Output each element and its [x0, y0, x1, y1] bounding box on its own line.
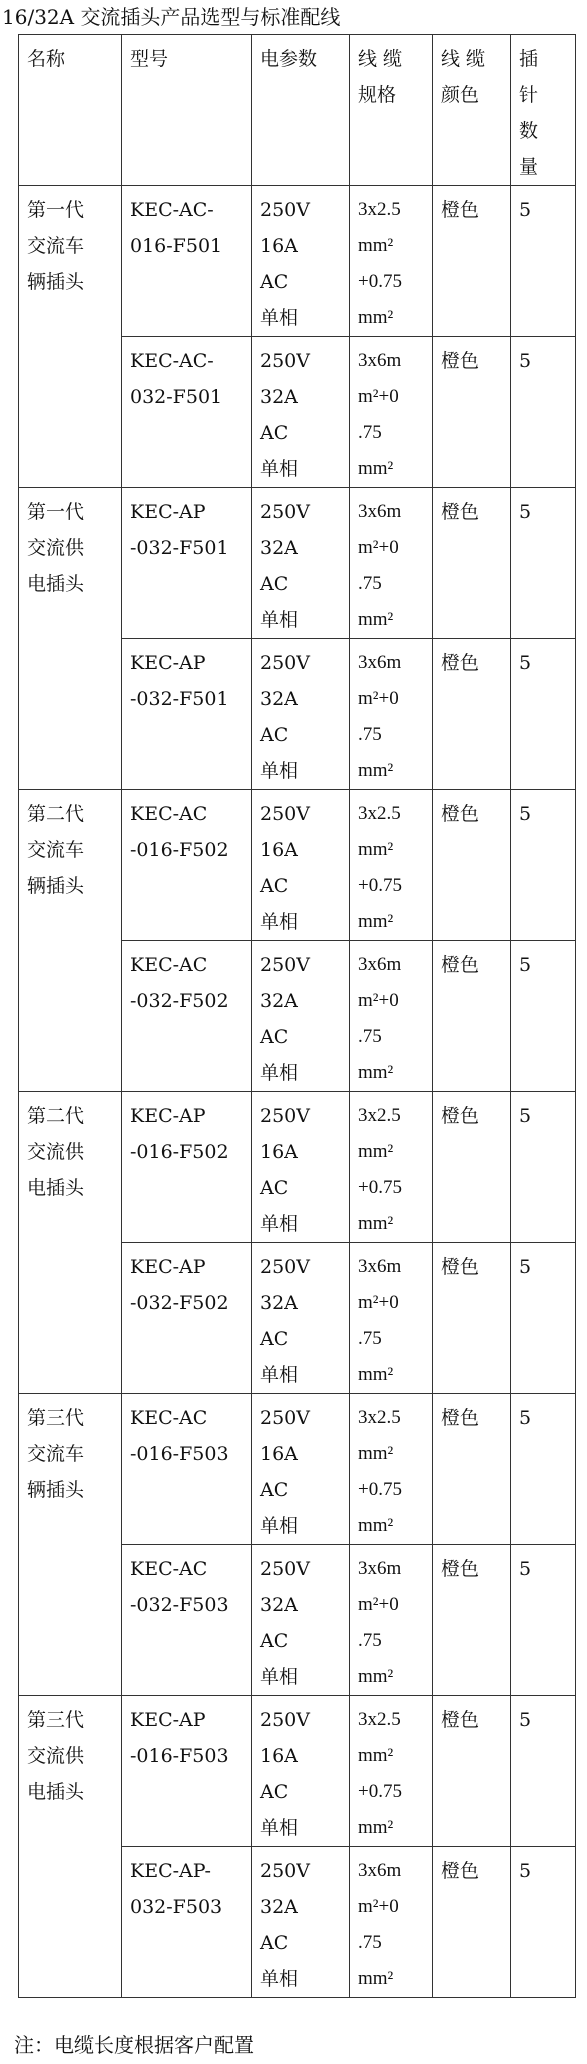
table-body [19, 35, 576, 1998]
cable-spec: 3x6m m²+0 .75 mm² [358, 1860, 402, 1989]
product-name: 第三代 交流供 电插头 [27, 1709, 85, 1803]
product-name: 第三代 交流车 辆插头 [27, 1407, 85, 1501]
cable-color-cell [433, 1696, 511, 1847]
pin-count-cell [511, 941, 576, 1092]
cable-spec: 3x2.5 mm² +0.75 mm² [358, 199, 402, 328]
cable-color: 橙色 [441, 1558, 480, 1580]
cable-spec: 3x6m m²+0 .75 mm² [358, 652, 402, 781]
cable-color: 橙色 [441, 652, 480, 674]
pin-count-cell [511, 1243, 576, 1394]
model-number: KEC-AP -032-F502 [130, 1256, 229, 1314]
cable-color-cell [433, 488, 511, 639]
electrical-params: 250V 32A AC 单相 [260, 1860, 310, 1990]
cable-spec-cell [350, 1847, 433, 1998]
cable-color-cell [433, 1394, 511, 1545]
cable-spec: 3x2.5 mm² +0.75 mm² [358, 803, 402, 932]
cable-spec: 3x6m m²+0 .75 mm² [358, 1558, 402, 1687]
cable-spec-cell [350, 1545, 433, 1696]
pin-count: 5 [519, 1105, 532, 1127]
pin-count-cell [511, 1696, 576, 1847]
table-row [19, 1696, 576, 1847]
pin-count-cell [511, 1847, 576, 1998]
model-cell [122, 1394, 252, 1545]
product-name-cell [19, 790, 122, 1092]
cable-color-cell [433, 941, 511, 1092]
header-cell-electrical: 电参数 [252, 35, 350, 186]
pin-count: 5 [519, 1709, 532, 1731]
pin-count-cell [511, 639, 576, 790]
pin-count-cell [511, 1545, 576, 1696]
model-cell [122, 337, 252, 488]
model-cell [122, 186, 252, 337]
product-name-cell [19, 1092, 122, 1394]
electrical-params: 250V 16A AC 单相 [260, 1105, 310, 1235]
cable-color: 橙色 [441, 501, 480, 523]
model-number: KEC-AP- 032-F503 [130, 1860, 223, 1918]
electrical-params: 250V 32A AC 单相 [260, 350, 310, 480]
product-name: 第一代 交流供 电插头 [27, 501, 85, 595]
header-cell-model: 型号 [122, 35, 252, 186]
pin-count-cell [511, 186, 576, 337]
pin-count: 5 [519, 199, 532, 221]
cable-color-cell [433, 639, 511, 790]
product-name-cell [19, 186, 122, 488]
cable-spec-cell [350, 488, 433, 639]
electrical-params: 250V 16A AC 单相 [260, 1709, 310, 1839]
cable-color: 橙色 [441, 199, 480, 221]
table-row [19, 488, 576, 639]
electrical-cell [252, 1092, 350, 1243]
pin-count: 5 [519, 1407, 532, 1429]
electrical-cell [252, 186, 350, 337]
product-spec-table [18, 34, 576, 1998]
model-number: KEC-AC -032-F503 [130, 1558, 229, 1616]
electrical-cell [252, 639, 350, 790]
cable-color: 橙色 [441, 1709, 480, 1731]
cable-spec-cell [350, 941, 433, 1092]
electrical-params: 250V 32A AC 单相 [260, 501, 310, 631]
electrical-cell [252, 1545, 350, 1696]
electrical-params: 250V 16A AC 单相 [260, 803, 310, 933]
cable-color: 橙色 [441, 1105, 480, 1127]
electrical-cell [252, 488, 350, 639]
cable-color-cell [433, 1092, 511, 1243]
electrical-cell [252, 1394, 350, 1545]
cable-color: 橙色 [441, 1407, 480, 1429]
cable-color-cell [433, 1243, 511, 1394]
electrical-cell [252, 941, 350, 1092]
cable-spec-cell [350, 1243, 433, 1394]
pin-count-cell [511, 1394, 576, 1545]
cable-spec-cell [350, 186, 433, 337]
model-cell [122, 1696, 252, 1847]
header-cell-cable-color: 线 缆 颜色 [433, 35, 511, 186]
cable-spec: 3x6m m²+0 .75 mm² [358, 1256, 402, 1385]
product-name: 第二代 交流供 电插头 [27, 1105, 85, 1199]
table-header-row [19, 35, 576, 186]
model-number: KEC-AP -032-F501 [130, 652, 229, 710]
cable-color-cell [433, 337, 511, 488]
model-cell [122, 941, 252, 1092]
cable-spec: 3x2.5 mm² +0.75 mm² [358, 1407, 402, 1536]
pin-count-cell [511, 1092, 576, 1243]
model-cell [122, 1545, 252, 1696]
cable-spec-cell [350, 1092, 433, 1243]
cable-spec: 3x2.5 mm² +0.75 mm² [358, 1709, 402, 1838]
cable-spec-cell [350, 1696, 433, 1847]
cable-color: 橙色 [441, 803, 480, 825]
pin-count-cell [511, 337, 576, 488]
model-cell [122, 1243, 252, 1394]
pin-count: 5 [519, 1860, 532, 1882]
model-number: KEC-AC- 016-F501 [130, 199, 223, 257]
cable-spec-cell [350, 1394, 433, 1545]
cable-spec: 3x6m m²+0 .75 mm² [358, 954, 402, 1083]
header-cell-pin-count: 插 针 数 量 [511, 35, 576, 186]
cable-spec: 3x2.5 mm² +0.75 mm² [358, 1105, 402, 1234]
electrical-params: 250V 16A AC 单相 [260, 199, 310, 329]
cable-color-cell [433, 1545, 511, 1696]
cable-color: 橙色 [441, 1860, 480, 1882]
pin-count: 5 [519, 1256, 532, 1278]
pin-count-cell [511, 790, 576, 941]
model-number: KEC-AC -016-F502 [130, 803, 229, 861]
pin-count: 5 [519, 652, 532, 674]
cable-color-cell [433, 790, 511, 941]
model-cell [122, 639, 252, 790]
cable-spec-cell [350, 337, 433, 488]
electrical-cell [252, 337, 350, 488]
product-name: 第二代 交流车 辆插头 [27, 803, 85, 897]
model-number: KEC-AP -016-F502 [130, 1105, 229, 1163]
product-name-cell [19, 488, 122, 790]
electrical-params: 250V 32A AC 单相 [260, 652, 310, 782]
cable-color: 橙色 [441, 954, 480, 976]
table-row [19, 790, 576, 941]
cable-spec: 3x6m m²+0 .75 mm² [358, 501, 402, 630]
model-number: KEC-AC -032-F502 [130, 954, 229, 1012]
model-number: KEC-AP -016-F503 [130, 1709, 229, 1767]
cable-spec: 3x6m m²+0 .75 mm² [358, 350, 402, 479]
page-title: 16/32A 交流插头产品选型与标准配线 [2, 5, 341, 29]
cable-spec-cell [350, 639, 433, 790]
electrical-params: 250V 16A AC 单相 [260, 1407, 310, 1537]
footnote: 注：电缆长度根据客户配置 [14, 2033, 254, 2057]
product-name: 第一代 交流车 辆插头 [27, 199, 85, 293]
cable-spec-cell [350, 790, 433, 941]
product-name-cell [19, 1696, 122, 1998]
header-cell-cable-spec: 线 缆 规格 [350, 35, 433, 186]
cable-color: 橙色 [441, 350, 480, 372]
pin-count: 5 [519, 501, 532, 523]
cable-color-cell [433, 1847, 511, 1998]
table-row [19, 186, 576, 337]
electrical-cell [252, 1696, 350, 1847]
model-cell [122, 1092, 252, 1243]
electrical-cell [252, 790, 350, 941]
cable-color: 橙色 [441, 1256, 480, 1278]
cable-color-cell [433, 186, 511, 337]
pin-count-cell [511, 488, 576, 639]
electrical-params: 250V 32A AC 单相 [260, 1558, 310, 1688]
product-name-cell [19, 1394, 122, 1696]
electrical-cell [252, 1847, 350, 1998]
pin-count: 5 [519, 350, 532, 372]
electrical-params: 250V 32A AC 单相 [260, 954, 310, 1084]
model-cell [122, 790, 252, 941]
model-cell [122, 1847, 252, 1998]
model-cell [122, 488, 252, 639]
header-cell-name: 名称 [19, 35, 122, 186]
pin-count: 5 [519, 803, 532, 825]
model-number: KEC-AC- 032-F501 [130, 350, 223, 408]
electrical-params: 250V 32A AC 单相 [260, 1256, 310, 1386]
model-number: KEC-AP -032-F501 [130, 501, 229, 559]
table-row [19, 1092, 576, 1243]
pin-count: 5 [519, 954, 532, 976]
table-row [19, 1394, 576, 1545]
model-number: KEC-AC -016-F503 [130, 1407, 229, 1465]
pin-count: 5 [519, 1558, 532, 1580]
electrical-cell [252, 1243, 350, 1394]
